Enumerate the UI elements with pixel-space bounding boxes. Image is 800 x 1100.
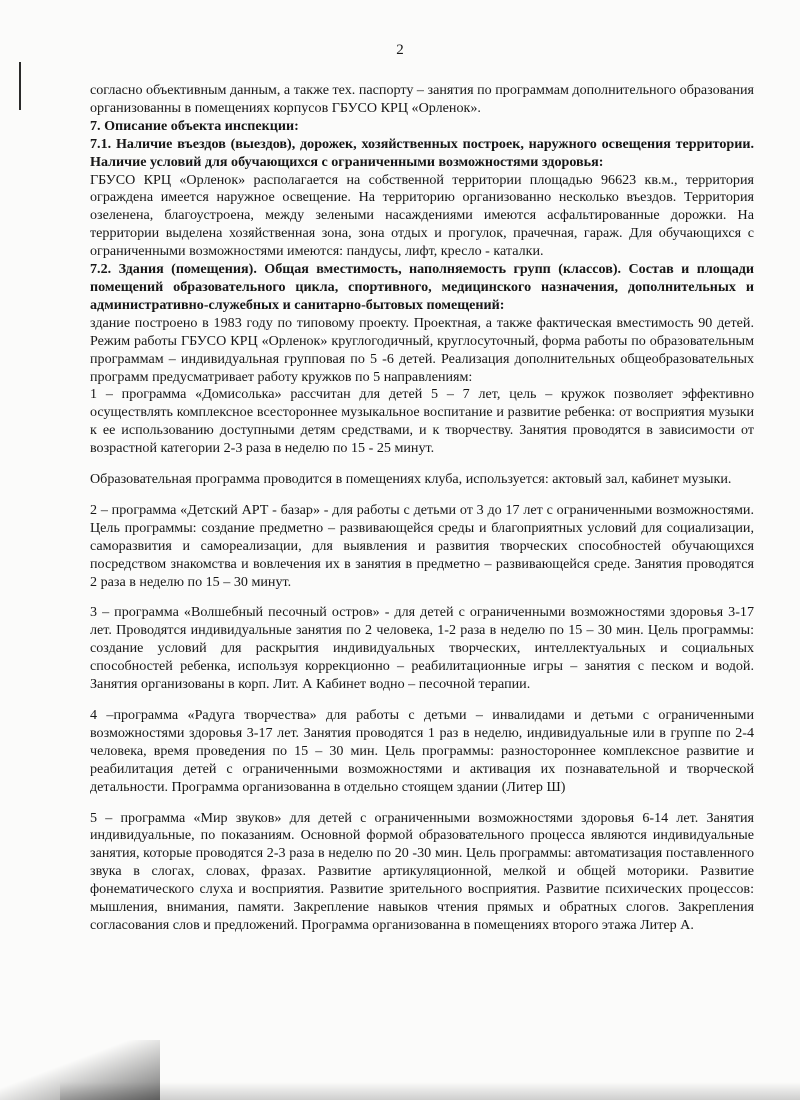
page-number: 2 bbox=[396, 42, 404, 58]
program-1-paragraph: 1 – программа «Домисолька» рассчитан для детей 5 – 7 лет, цель – кружок позволяет эффективно осуществлять комплексное всестороннее музыкальное воспитание и развитие ребенка: от восприятия музыки к ее использованию доступными детям средствами, и к творчеству. Занятия проводятся в зависимости от возрастной категории 2-3 раза в неделю по 15 - 25 минут. bbox=[90, 386, 754, 457]
program-5-paragraph: 5 – программа «Мир звуков» для детей с ограниченными возможностями здоровья 6-14 лет. Занятия индивидуальные, по показаниям. Основной формой образовательного процесса являются индивидуальные занятия, которые проводятся 2-3 раза в неделю по 20 -30 мин. Цель программы: автоматизация поставленного звука в слогах, словах, фразах. Развитие артикуляционной, мелкой и общей моторики. Развитие фонематического слуха и восприятия. Развитие зрительного восприятия. Развитие психических процессов: мышления, внимания, памяти. Закрепление навыков чтения прямых и обратных слогов. Закрепления согласования слов и предложений. Программа организованна в помещениях второго этажа Литер А. bbox=[90, 809, 754, 933]
section-7-1-text: ГБУСО КРЦ «Орленок» располагается на собственной территории площадью 96623 кв.м., территория ограждена имеется наружное освещение. На территорию организованно несколько въездов. Территория озеленена, благоустроена, между зелеными насаждениями имеются асфальтированные дорожки. На территории выделена хозяйственная зона, зона отдых и прогулок, прачечная, гараж. Для обучающихся с ограниченными возможностями имеются: пандусы, лифт, кресло - каталки. bbox=[90, 171, 754, 260]
scan-shadow-bottom bbox=[60, 1082, 800, 1100]
section-7-2-text: здание построено в 1983 году по типовому проекту. Проектная, а также фактическая вместимость 90 детей. Режим работы ГБУСО КРЦ «Орленок» круглогодичный, круглосуточный, форма работы по образовательным программам – индивидуальная групповая по 5 -6 детей. Реализация дополнительных общеобразовательных программ предусматривает работу кружков по 5 направлениям: bbox=[90, 314, 754, 385]
scan-margin-mark bbox=[19, 62, 21, 110]
program-3-paragraph: 3 – программа «Волшебный песочный остров» - для детей с ограниченными возможностями здоровья 3-17 лет. Проводятся индивидуальные занятия по 2 человека, 1-2 раза в неделю по 15 – 30 мин. Цель программы: создание условий для раскрытия индивидуальных творческих, интеллектуальных и социальных способностей ребенка, используя коррекционно – реабилитационные игры – занятия с песком и водой. Занятия организованы в корп. Лит. А Кабинет водно – песочной терапии. bbox=[90, 604, 754, 693]
section-7-heading: 7. Описание объекта инспекции: bbox=[90, 117, 299, 134]
document-body bbox=[90, 82, 754, 935]
section-7-2-heading: 7.2. Здания (помещения). Общая вместимость, наполняемость групп (классов). Состав и площади помещений образовательного цикла, спортивного, медицинского назначения, дополнительных и административно-служебных и санитарно-бытовых помещений: bbox=[90, 261, 754, 313]
program-2-paragraph: 2 – программа «Детский АРТ - базар» - для работы с детьми от 3 до 17 лет с ограниченными возможностями. Цель программы: создание предметно – развивающейся среды и благоприятных условий для социализации, саморазвития и самореализации, для выявления и развития творческих способностей обучающихся посредством знакомства и вовлечения их в занятия в предметно – развивающейся среде. Занятия проводятся 2 раза в неделю по 15 – 30 минут. bbox=[90, 501, 754, 590]
section-7-1-heading: 7.1. Наличие въездов (выездов), дорожек, хозяйственных построек, наружного освещения территории. Наличие условий для обучающихся с ограниченными возможностями здоровья: bbox=[90, 135, 754, 170]
intro-paragraph: согласно объективным данным, а также тех. паспорту – занятия по программам дополнительного образования организованны в помещениях корпусов ГБУСО КРЦ «Орленок». bbox=[90, 82, 754, 116]
program-4-paragraph: 4 –программа «Радуга творчества» для работы с детьми – инвалидами и детьми с ограниченными возможностями здоровья 3-17 лет. Занятия проводятся 1 раз в неделю, индивидуальные или в группе по 2-4 человека, время проведения по 15 – 30 мин. Цель программы: разностороннее комплексное развитие и реабилитация детей с ограниченными возможностями и активация их познавательной и творческой детальности. Программа организованна в отдельно стоящем здании (Литер Ш) bbox=[90, 707, 754, 795]
program-1-place-paragraph: Образовательная программа проводится в помещениях клуба, используется: актовый зал, кабинет музыки. bbox=[90, 471, 732, 488]
